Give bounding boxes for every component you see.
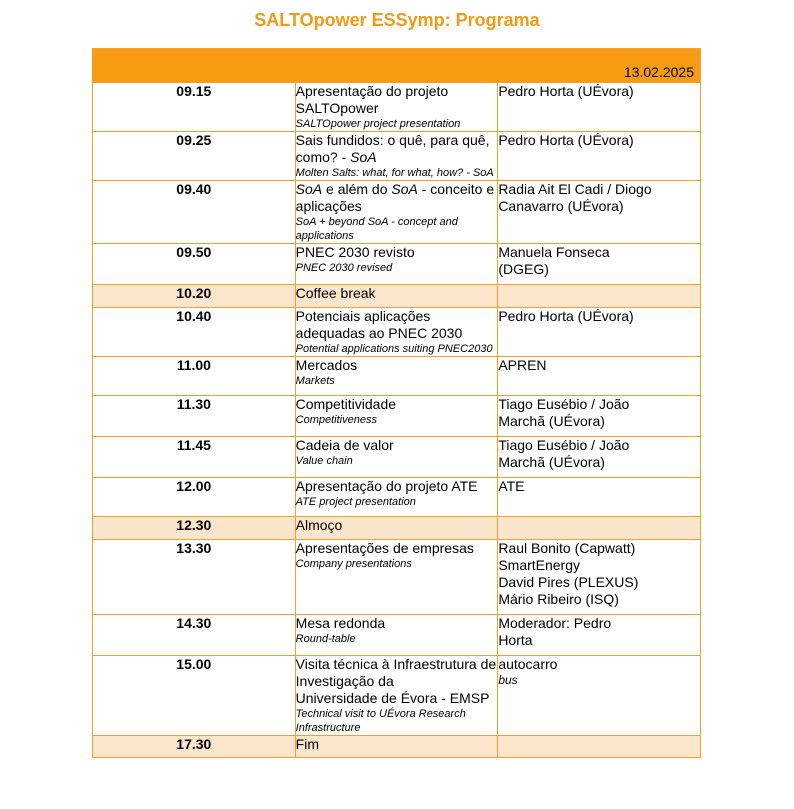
talk-title-italic: SoA bbox=[350, 149, 377, 165]
row-time: 11.45 bbox=[93, 437, 296, 478]
talk-title: Fim bbox=[295, 736, 319, 752]
speaker-name: ATE bbox=[498, 478, 525, 494]
talk-title: Almoço bbox=[295, 517, 343, 533]
table-row bbox=[93, 181, 701, 244]
table-row bbox=[93, 656, 701, 736]
talk-title: PNEC 2030 revisto bbox=[295, 244, 415, 260]
table-row bbox=[93, 396, 701, 437]
talk-subtitle: ATE project presentation bbox=[295, 496, 416, 508]
talk-subtitle: Technical visit to UÉvora Research Infrastructure bbox=[295, 708, 466, 734]
talk-subtitle: Molten Salts: what, for what, how? - SoA bbox=[295, 167, 494, 179]
row-speaker bbox=[498, 540, 701, 615]
row-talk bbox=[295, 83, 498, 132]
page-title: SALTOpower ESSymp: Programa bbox=[254, 10, 540, 30]
row-speaker bbox=[498, 656, 701, 736]
table-row bbox=[93, 357, 701, 396]
speaker-name: Marchã (UÉvora) bbox=[498, 413, 605, 429]
speaker-name: (DGEG) bbox=[498, 261, 549, 277]
row-talk bbox=[295, 308, 498, 357]
talk-title: Potenciais aplicações adequadas ao PNEC 2030 bbox=[295, 308, 463, 341]
table-row bbox=[93, 308, 701, 357]
row-talk bbox=[295, 285, 498, 308]
row-time: 11.00 bbox=[93, 357, 296, 396]
speaker-name: SmartEnergy bbox=[498, 557, 581, 573]
table-row-break bbox=[93, 736, 701, 758]
talk-title: Apresentações de empresas bbox=[295, 540, 474, 556]
row-speaker bbox=[498, 285, 701, 308]
speaker-name: Raul Bonito (Capwatt) bbox=[498, 540, 636, 556]
row-talk bbox=[295, 736, 498, 758]
row-time: 09.50 bbox=[93, 244, 296, 285]
table-row bbox=[93, 132, 701, 181]
row-speaker bbox=[498, 478, 701, 517]
talk-title: Apresentação do projeto ATE bbox=[295, 478, 478, 494]
row-talk bbox=[295, 615, 498, 656]
header-cell bbox=[93, 49, 701, 83]
speaker-name: autocarro bbox=[498, 656, 558, 672]
speaker-name: Radia Ait El Cadi / Diogo bbox=[498, 181, 652, 197]
row-time: 12.00 bbox=[93, 478, 296, 517]
speaker-subtitle: bus bbox=[498, 673, 518, 687]
speaker-name: David Pires (PLEXUS) bbox=[498, 574, 639, 590]
talk-subtitle: Competitiveness bbox=[295, 414, 377, 426]
row-time: 12.30 bbox=[93, 517, 296, 540]
row-time: 09.40 bbox=[93, 181, 296, 244]
talk-title: Apresentação do projeto SALTOpower bbox=[295, 83, 449, 116]
table-row bbox=[93, 244, 701, 285]
speaker-name: Pedro Horta (UÉvora) bbox=[498, 83, 634, 99]
row-talk bbox=[295, 656, 498, 736]
talk-subtitle: Potential applications suiting PNEC2030 bbox=[295, 343, 493, 355]
row-speaker bbox=[498, 396, 701, 437]
row-time: 14.30 bbox=[93, 615, 296, 656]
speaker-name: Horta bbox=[498, 632, 533, 648]
speaker-name: Moderador: Pedro bbox=[498, 615, 612, 631]
table-row bbox=[93, 478, 701, 517]
row-speaker bbox=[498, 308, 701, 357]
talk-title: - conceito e aplicações bbox=[295, 181, 495, 214]
row-talk bbox=[295, 244, 498, 285]
row-talk bbox=[295, 132, 498, 181]
talk-title: Sais fundidos: o quê, para quê, como? - bbox=[295, 132, 490, 165]
speaker-name: Pedro Horta (UÉvora) bbox=[498, 308, 634, 324]
speaker-name: Mário Ribeiro (ISQ) bbox=[498, 591, 619, 607]
row-talk bbox=[295, 181, 498, 244]
row-talk bbox=[295, 396, 498, 437]
row-speaker bbox=[498, 83, 701, 132]
table-header-row bbox=[93, 49, 701, 83]
row-talk bbox=[295, 437, 498, 478]
row-speaker bbox=[498, 517, 701, 540]
speaker-name: Pedro Horta (UÉvora) bbox=[498, 132, 634, 148]
talk-title: Visita técnica à Infraestrutura de Investigação da bbox=[295, 656, 497, 689]
row-time: 15.00 bbox=[93, 656, 296, 736]
talk-subtitle: Value chain bbox=[295, 455, 353, 467]
row-speaker bbox=[498, 736, 701, 758]
row-speaker bbox=[498, 181, 701, 244]
row-time: 13.30 bbox=[93, 540, 296, 615]
row-time: 11.30 bbox=[93, 396, 296, 437]
talk-subtitle: Markets bbox=[295, 375, 335, 387]
speaker-name: APREN bbox=[498, 357, 547, 373]
talk-title-italic: SoA bbox=[295, 181, 323, 197]
speaker-name: Marchã (UÉvora) bbox=[498, 454, 605, 470]
talk-title: Universidade de Évora - EMSP bbox=[295, 690, 490, 706]
row-speaker bbox=[498, 132, 701, 181]
table-row bbox=[93, 615, 701, 656]
event-date: 13.02.2025 bbox=[623, 64, 694, 80]
talk-subtitle: SoA + beyond SoA - concept and applications bbox=[295, 216, 458, 242]
row-speaker bbox=[498, 615, 701, 656]
row-time: 09.25 bbox=[93, 132, 296, 181]
row-talk bbox=[295, 357, 498, 396]
row-speaker bbox=[498, 357, 701, 396]
talk-subtitle: Round-table bbox=[295, 633, 356, 645]
talk-title: e além do bbox=[322, 181, 392, 197]
talk-title: Mesa redonda bbox=[295, 615, 386, 631]
row-talk bbox=[295, 478, 498, 517]
talk-title: Competitividade bbox=[295, 396, 397, 412]
row-speaker bbox=[498, 437, 701, 478]
talk-subtitle: PNEC 2030 revised bbox=[295, 262, 393, 274]
row-talk bbox=[295, 540, 498, 615]
table-row-break bbox=[93, 517, 701, 540]
talk-title-italic: SoA bbox=[391, 181, 418, 197]
speaker-name: Tiago Eusébio / João bbox=[498, 437, 630, 453]
row-speaker bbox=[498, 244, 701, 285]
row-time: 10.20 bbox=[93, 285, 296, 308]
speaker-name: Manuela Fonseca bbox=[498, 244, 610, 260]
speaker-name: Tiago Eusébio / João bbox=[498, 396, 630, 412]
row-time: 10.40 bbox=[93, 308, 296, 357]
table-row bbox=[93, 83, 701, 132]
table-row bbox=[93, 437, 701, 478]
table-row-break bbox=[93, 285, 701, 308]
schedule-table bbox=[92, 48, 701, 758]
speaker-name: Canavarro (UÉvora) bbox=[498, 198, 624, 214]
talk-title: Cadeia de valor bbox=[295, 437, 394, 453]
row-talk bbox=[295, 517, 498, 540]
talk-subtitle: SALTOpower project presentation bbox=[295, 118, 461, 130]
row-time: 09.15 bbox=[93, 83, 296, 132]
row-time: 17.30 bbox=[93, 736, 296, 758]
talk-title: Coffee break bbox=[295, 285, 376, 301]
table-row bbox=[93, 540, 701, 615]
talk-subtitle: Company presentations bbox=[295, 558, 412, 570]
talk-title: Mercados bbox=[295, 357, 358, 373]
